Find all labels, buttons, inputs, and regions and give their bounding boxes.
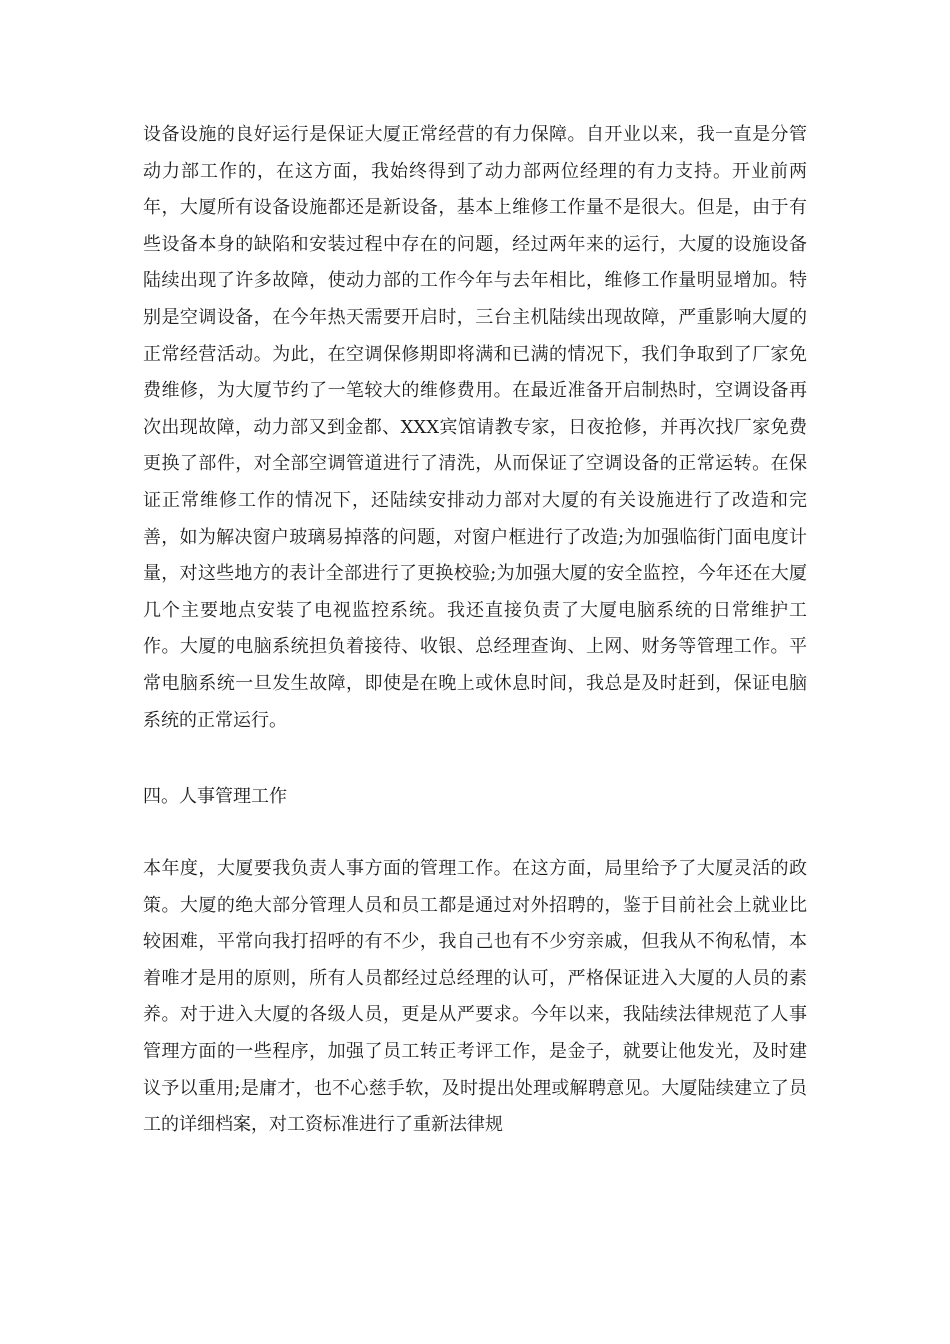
section-heading-personnel: 四。人事管理工作 <box>143 786 287 808</box>
document-body <box>143 117 807 1144</box>
paragraph-personnel-management: 本年度，大厦要我负责人事方面的管理工作。在这方面，局里给予了大厦灵活的政策。大厦的绝大部分管理人员和员工都是通过对外招聘的，鉴于目前社会上就业比较困难，平常向我打招呼的有不少，我自己也有不少穷亲戚，但我从不徇私情，本着唯才是用的原则，所有人员都经过总经理的认可，严格保证进入大厦的人员的素养。对于进入大厦的各级人员，更是从严要求。今年以来，我陆续法律规范了人事管理方面的一些程序，加强了员工转正考评工作，是金子，就要让他发光，及时建议予以重用;是庸才，也不心慈手软，及时提出处理或解聘意见。大厦陆续建立了员工的详细档案，对工资标准进行了重新法律规 <box>143 858 807 1136</box>
paragraph-equipment-maintenance: 设备设施的良好运行是保证大厦正常经营的有力保障。自开业以来，我一直是分管动力部工作的，在这方面，我始终得到了动力部两位经理的有力支持。开业前两年，大厦所有设备设施都还是新设备，基本上维修工作量不是很大。但是，由于有些设备本身的缺陷和安装过程中存在的问题，经过两年来的运行，大厦的设施设备陆续出现了许多故障，使动力部的工作今年与去年相比，维修工作量明显增加。特别是空调设备，在今年热天需要开启时，三台主机陆续出现故障，严重影响大厦的正常经营活动。为此，在空调保修期即将满和已满的情况下，我们争取到了厂家免费维修，为大厦节约了一笔较大的维修费用。在最近准备开启制热时，空调设备再次出现故障，动力部又到金都、XXX宾馆请教专家，日夜抢修，并再次找厂家免费更换了部件，对全部空调管道进行了清洗，从而保证了空调设备的正常运转。在保证正常维修工作的情况下，还陆续安排动力部对大厦的有关设施进行了改造和完善，如为解决窗户玻璃易掉落的问题，对窗户框进行了改造;为加强临街门面电度计量，对这些地方的表计全部进行了更换校验;为加强大厦的安全监控，今年还在大厦几个主要地点安装了电视监控系统。我还直接负责了大厦电脑系统的日常维护工作。大厦的电脑系统担负着接待、收银、总经理查询、上网、财务等管理工作。平常电脑系统一旦发生故障，即使是在晚上或休息时间，我总是及时赶到，保证电脑系统的正常运行。 <box>143 124 807 731</box>
